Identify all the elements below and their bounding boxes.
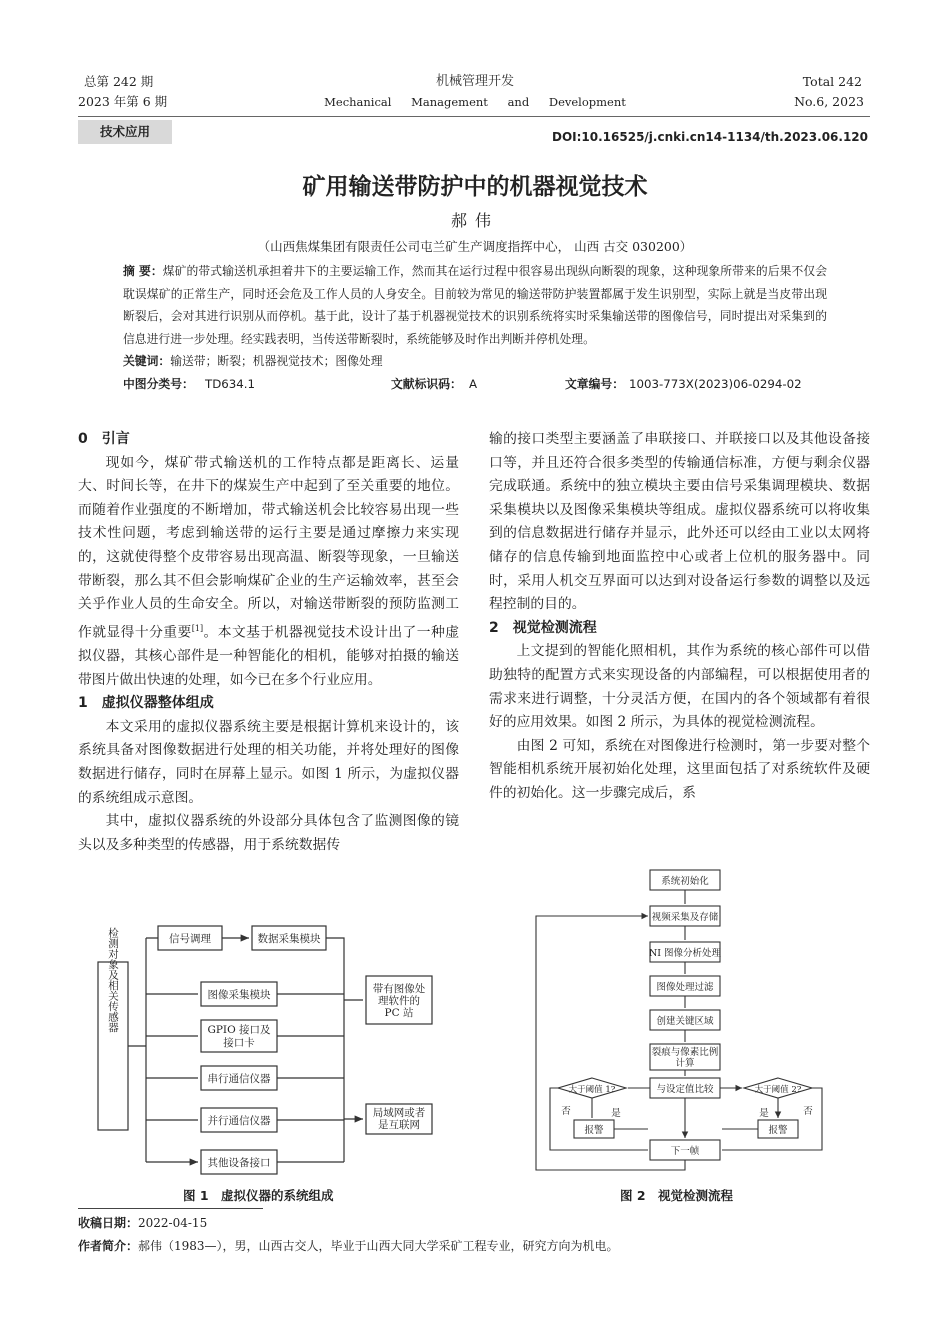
figure1-diagram [88, 918, 460, 1180]
issue-year-label: 2023 年第 6 期 [78, 94, 168, 109]
pc-label-3: PC 站 [384, 1007, 414, 1019]
region-label: 创建关键区域 [656, 1016, 714, 1027]
intro-text-cont: 。本文基于机器视觉技术设计出了一种虚拟仪器，其核心部件是一种智能化的相机，能够对拍摄的输送带图片做出快速的处理，如今已在多个行业应用。 [78, 624, 460, 688]
lan-label-1: 局域网或者 [372, 1107, 426, 1119]
ratio-label-1: 裂痕与像素比例 [651, 1047, 719, 1058]
compare-label: 与设定值比较 [656, 1084, 714, 1095]
serial-label: 串行通信仪器 [207, 1073, 271, 1085]
left-bus [128, 938, 158, 1162]
journal-name-en: Mechanical Management and Development [324, 95, 626, 109]
footnote-rule [78, 1208, 263, 1209]
citation-ref[interactable]: [1] [191, 623, 204, 633]
article-title: 矿用输送带防护中的机器视觉技术 [302, 174, 648, 200]
right-bus [326, 938, 344, 1162]
other-label: 其他设备接口 [207, 1157, 271, 1169]
abstract-label: 摘 要： [123, 264, 163, 278]
author-name: 郝伟 [450, 211, 499, 230]
no-right-label: 否 [803, 1106, 813, 1117]
clc-value: TD634.1 [205, 376, 256, 391]
abstract-block [123, 260, 827, 395]
intro-text: 现如今，煤矿带式输送机的工作特点都是距离长、运量大、时间长等，在井下的煤炭生产中起到了至关重要的地位。而随着作业强度的不断增加，带式输送机会比较容易出现一些技术性问题，考虑到输送带的运行主要是通过摩擦力来实现的，这就使得整个皮带容易出现高温、断裂等现象，一旦输送带断裂，那么其不但会影响煤矿企业的生产运输效率，甚至会关乎作业人员的生命安全。所以，对输送带断裂的预防监测工作就显得十分重要 [78, 454, 459, 641]
capture-label: 视频采集及存储 [651, 912, 719, 923]
next-frame-label: 下一帧 [670, 1146, 700, 1157]
section1-paragraph-cont: 输的接口类型主要涵盖了串联接口、并联接口以及其他设备接口等，并且还符合很多类型的传输通信标准，方便与剩余仪器完成联通。系统中的独立模块主要由信号采集调理模块、数据采集模块以及图像采集模块等组成。虚拟仪器系统可以将收集到的信息数据进行储存并显示，此外还可以经由工业以太网将储存的信息传输到地面监控中心或者上位机的服务器中。同时，采用人机交互界面可以达到对设备运行参数的调整以及远程控制的目的。 [489, 431, 870, 613]
alarm-right-label: 报警 [768, 1125, 788, 1136]
parallel-label: 并行通信仪器 [207, 1115, 271, 1127]
section-heading-1: 1 虚拟仪器整体组成 [78, 695, 214, 712]
right-branches [277, 994, 344, 1162]
signal-label: 信号调理 [169, 933, 211, 945]
figure1-caption: 图 1 虚拟仪器的系统组成 [183, 1188, 334, 1203]
section2-paragraph-2: 由图 2 可知，系统在对图像进行检测时，第一步要对整个智能相机系统开展初始化处理，这里面包括了对系统软件及硬件的初始化。这一步骤完成后，系 [489, 737, 870, 801]
keywords-label: 关键词： [123, 354, 171, 368]
no-left-label: 否 [561, 1106, 571, 1117]
threshold1-label: 大于阈值 1? [568, 1085, 616, 1095]
pc-label-1: 带有图像处 [372, 983, 426, 995]
output-arrows [344, 1000, 363, 1119]
left-column [78, 428, 459, 857]
section-heading-2: 2 视觉检测流程 [489, 619, 597, 636]
sensor-label: 检测对象及相关传感器 [107, 927, 119, 1033]
author-bio-line [78, 1235, 619, 1257]
threshold2-label: 大于阈值 2? [754, 1085, 802, 1095]
section2-paragraph-1: 上文提到的智能化照相机，其作为系统的核心部件可以借助独特的配置方式来实现设备的内部编程，可以根据使用者的需求来进行调整，十分灵活方便，在国内的各个领域都有着很好的应用效果。如图 2 所示，为具体的视觉检测流程。 [489, 643, 870, 731]
gpio-label-1: GPIO 接口及 [207, 1024, 271, 1036]
received-date-line [78, 1212, 207, 1234]
abstract-paragraph [123, 260, 827, 350]
pc-label-2: 理软件的 [378, 995, 420, 1007]
article-number-value: 1003-773X(2023)06-0294-02 [629, 376, 802, 391]
issue-total-label: 总第 242 期 [84, 74, 154, 89]
received-value: 2022-04-15 [138, 1216, 208, 1230]
section-heading-intro: 0 引言 [78, 431, 130, 447]
ni-label: NI 图像分析处理 [648, 948, 722, 959]
issue-label-en: No.6, 2023 [794, 94, 864, 109]
alarm-left-label: 报警 [584, 1125, 604, 1136]
figure2-flowchart [532, 866, 872, 1178]
yes-right-label: 是 [759, 1108, 769, 1119]
yes-left-label: 是 [611, 1108, 621, 1119]
abstract-text: 煤矿的带式输送机承担着井下的主要运输工作，然而其在运行过程中很容易出现纵向断裂的现象，这种现象所带来的后果不仅会耽误煤矿的正常生产，同时还会危及工作人员的人身安全。目前较为常见的输送带防护装置都属于发生识别型，实际上就是当皮带出现断裂后，会对其进行识别从而停机。基于此，设计了基于机器视觉技术的识别系统将实时采集输送带的图像信号，同时提出对采集到的信息进行进一步处理。经实践表明，当传送带断裂时，系统能够及时作出判断并停机处理。 [123, 264, 827, 346]
section1-paragraph-1: 本文采用的虚拟仪器系统主要是根据计算机来设计的，该系统具备对图像数据进行处理的相关功能，并将处理好的图像数据进行储存，同时在屏幕上显示。如图 1 所示，为虚拟仪器的系统组成示意图。 [78, 718, 459, 806]
bio-value: 郝伟（1983—），男，山西古交人，毕业于山西大同大学采矿工程专业，研究方向为机电。 [138, 1239, 619, 1253]
doi-link[interactable]: DOI:10.16525/j.cnki.cn14-1134/th.2023.06.120 [551, 130, 868, 144]
keywords-line [123, 350, 827, 373]
image-label: 图像采集模块 [207, 989, 271, 1001]
section-tag: 技术应用 [78, 120, 172, 144]
doc-code-value: A [469, 376, 478, 391]
bio-label: 作者简介： [78, 1239, 139, 1253]
received-label: 收稿日期： [78, 1216, 139, 1230]
lan-label-2: 是互联网 [378, 1119, 420, 1131]
filter-label: 图像处理过滤 [656, 982, 714, 993]
ratio-label-2: 计算 [675, 1058, 695, 1069]
intro-paragraph [78, 452, 459, 693]
section1-paragraph-2: 其中，虚拟仪器系统的外设部分具体包含了监测图像的镜头以及多种类型的传感器，用于系统数据传 [78, 813, 459, 853]
keywords-text: 输送带；断裂；机器视觉技术；图像处理 [170, 354, 383, 368]
classification-line [123, 373, 827, 395]
total-label-en: Total 242 [802, 74, 862, 89]
gpio-label-2: 接口卡 [223, 1037, 255, 1049]
doc-code-label: 文献标识码： [391, 376, 462, 391]
article-number-label: 文章编号： [565, 376, 624, 391]
header-rule [78, 116, 870, 117]
clc-label: 中图分类号： [123, 376, 194, 391]
author-affiliation: （山西焦煤集团有限责任公司屯兰矿生产调度指挥中心， 山西 古交 030200） [257, 239, 693, 254]
right-column [489, 428, 870, 806]
init-label: 系统初始化 [661, 876, 709, 887]
daq-label: 数据采集模块 [257, 933, 321, 945]
left-branches [146, 994, 198, 1162]
figure2-caption: 图 2 视觉检测流程 [620, 1188, 734, 1203]
journal-name-cn: 机械管理开发 [435, 74, 514, 89]
